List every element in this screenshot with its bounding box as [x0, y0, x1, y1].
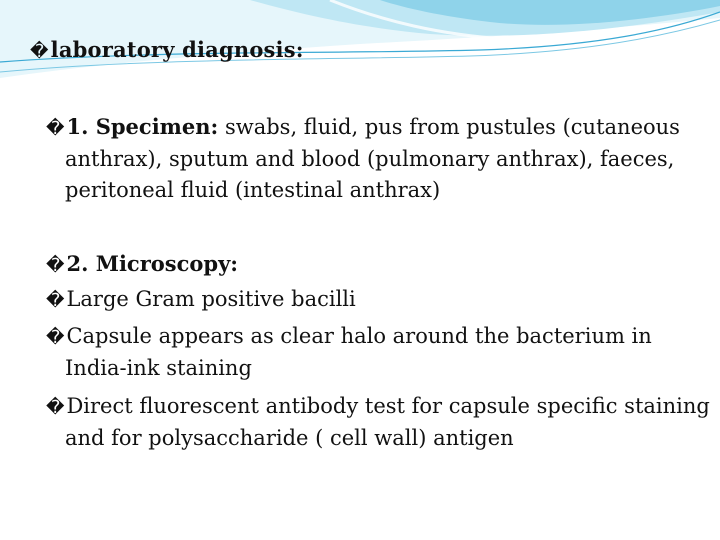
- item-text: Large Gram positive bacilli: [66, 287, 356, 311]
- bullet-icon: �: [46, 327, 65, 348]
- slide-title: [30, 37, 304, 62]
- list-item: [46, 391, 715, 454]
- microscopy-heading-paragraph: [46, 248, 715, 281]
- bullet-icon: �: [46, 290, 65, 311]
- item-text: Capsule appears as clear halo around the bacterium in India-ink staining: [65, 324, 652, 380]
- bullet-icon: �: [46, 255, 65, 276]
- item-text: Direct fluorescent antibody test for capsule specific staining and for polysaccharide ( cell wall) antigen: [65, 394, 710, 450]
- bullet-icon: �: [30, 41, 49, 62]
- list-item: [46, 284, 715, 316]
- bullet-icon: �: [46, 397, 65, 418]
- specimen-text: swabs, fluid, pus from pustules (cutaneous anthrax), sputum and blood (pulmonary anthrax), faeces, peritoneal fluid (intestinal anthrax): [65, 115, 680, 202]
- list-item: [46, 321, 715, 384]
- specimen-heading: 1. Specimen:: [66, 114, 219, 139]
- specimen-paragraph: [46, 111, 715, 206]
- bullet-icon: �: [46, 118, 65, 139]
- microscopy-heading: 2. Microscopy:: [66, 251, 239, 276]
- title-text: laboratory diagnosis:: [50, 37, 304, 62]
